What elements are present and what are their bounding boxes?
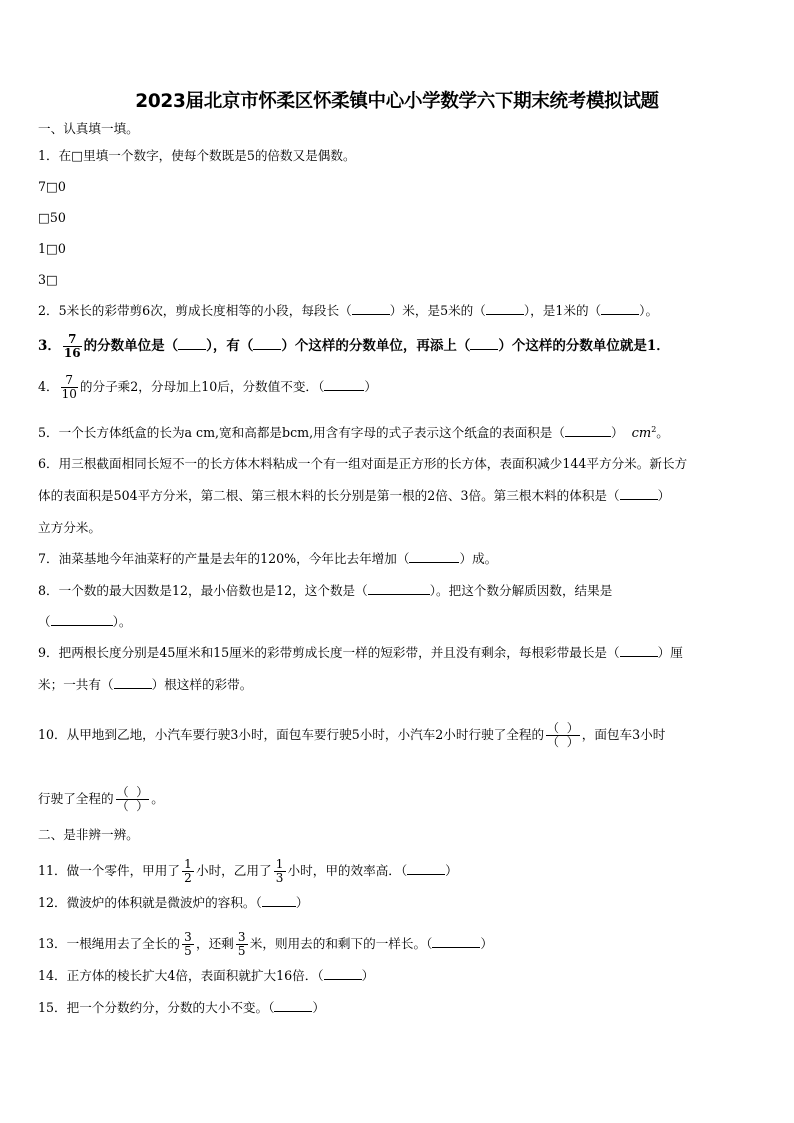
fraction: $\frac{3}{5}$ [182,931,194,958]
answer-blank[interactable] [262,896,296,907]
question-15: 15．把一个分数约分，分数的大小不变。（ ） [38,1000,326,1015]
answer-blank[interactable] [178,339,206,350]
question-8-line-2: （ ）。 [38,614,132,629]
answer-blank[interactable] [352,304,390,315]
answer-blank[interactable] [274,1001,312,1012]
fraction: $\frac{1}{2}$ [182,858,194,885]
answer-blank[interactable] [409,552,459,563]
question-9-line-2: 米；一共有（ ）根这样的彩带。 [38,677,253,692]
q1-option-4: 3□ [38,272,58,287]
question-6-line-2: 体的表面积是504平方分米，第二根、第三根木料的长分别是第一根的2倍、3倍。第三根木料的体积是（ ） [38,488,671,503]
page-title: 2023届北京市怀柔区怀柔镇中心小学数学六下期末统考模拟试题 [135,91,659,112]
question-10-line-1: 10．从甲地到乙地，小汽车要行驶3小时，面包车要行驶5小时，小汽车2小时行驶了全程的 $\frac{( )}{( )}$ ，面包车3小时 [38,721,666,749]
section-heading-1: 一、认真填一填。 [38,121,139,136]
answer-blank[interactable] [486,304,524,315]
fraction: $\frac{1}{3}$ [274,858,286,885]
fraction: $\frac{3}{5}$ [236,931,248,958]
q1-option-3: 1□0 [38,241,66,256]
blank-fraction[interactable]: $\frac{( )}{( )}$ [547,721,579,749]
answer-blank[interactable] [470,339,498,350]
question-6-line-1: 6．用三根截面相同长短不一的长方体木料粘成一个有一组对面是正方形的长方体，表面积减少144平方分米。新长方 [38,456,688,471]
question-9-line-1: 9．把两根长度分别是45厘米和15厘米的彩带剪成长度一样的短彩带，并且没有剩余，每根彩带最长是（ ）厘 [38,645,683,660]
question-13: 13．一根绳用去了全长的 $\frac{3}{5}$ ，还剩 $\frac{3}{5}$ 米，则用去的和剩下的一样长。（ ） [38,930,493,958]
fraction: $\frac{7}{10}$ [61,373,77,401]
answer-blank[interactable] [324,380,364,391]
answer-blank[interactable] [114,678,152,689]
question-14: 14．正方体的棱长扩大4倍，表面积就扩大16倍．（ ） [38,968,375,983]
answer-blank[interactable] [565,426,611,437]
answer-blank[interactable] [620,646,658,657]
q1-option-1: 7□0 [38,179,66,194]
answer-blank[interactable] [601,304,639,315]
question-10-line-2: 行驶了全程的 $\frac{( )}{( )}$ 。 [38,785,164,813]
question-3: 3． $\frac{7}{16}$ 的分数单位是（ ），有（ ）个这样的分数单位，再添上（ ）个这样的分数单位就是1． [38,332,670,360]
answer-blank[interactable] [407,864,445,875]
question-6-line-3: 立方分米。 [38,520,101,535]
question-2: 2．5米长的彩带剪6次，剪成长度相等的小段，每段长（ ）米，是5米的（ ），是1米的（ ）。 [38,303,659,318]
question-5: 5．一个长方体纸盒的长为a cm,宽和高都是bcm,用含有字母的式子表示这个纸盒的表面积是（ ） $cm^2$。 [38,425,669,442]
blank-fraction[interactable]: $\frac{( )}{( )}$ [116,785,149,813]
answer-blank[interactable] [51,615,113,626]
fraction: $\frac{7}{16}$ [63,332,81,360]
section-heading-2: 二、是非辨一辨。 [38,827,139,842]
answer-blank[interactable] [620,489,658,500]
question-7: 7．油菜基地今年油菜籽的产量是去年的120%，今年比去年增加（ ）成。 [38,551,498,566]
question-11: 11．做一个零件，甲用了 $\frac{1}{2}$ 小时，乙用了 $\frac{1}{3}$ 小时，甲的效率高．（ ） [38,857,458,885]
q1-option-2: □50 [38,210,66,225]
answer-blank[interactable] [368,584,430,595]
answer-blank[interactable] [324,969,362,980]
answer-blank[interactable] [253,339,281,350]
question-4: 4． $\frac{7}{10}$ 的分子乘2，分母加上10后，分数值不变．（ ） [38,373,377,401]
question-12: 12．微波炉的体积就是微波炉的容积。（ ） [38,895,309,910]
question-1: 1．在□里填一个数字，使每个数既是5的倍数又是偶数。 [38,148,356,163]
question-8-line-1: 8．一个数的最大因数是12，最小倍数也是12，这个数是（ ）。把这个数分解质因数，结果是 [38,583,613,598]
answer-blank[interactable] [432,937,480,948]
